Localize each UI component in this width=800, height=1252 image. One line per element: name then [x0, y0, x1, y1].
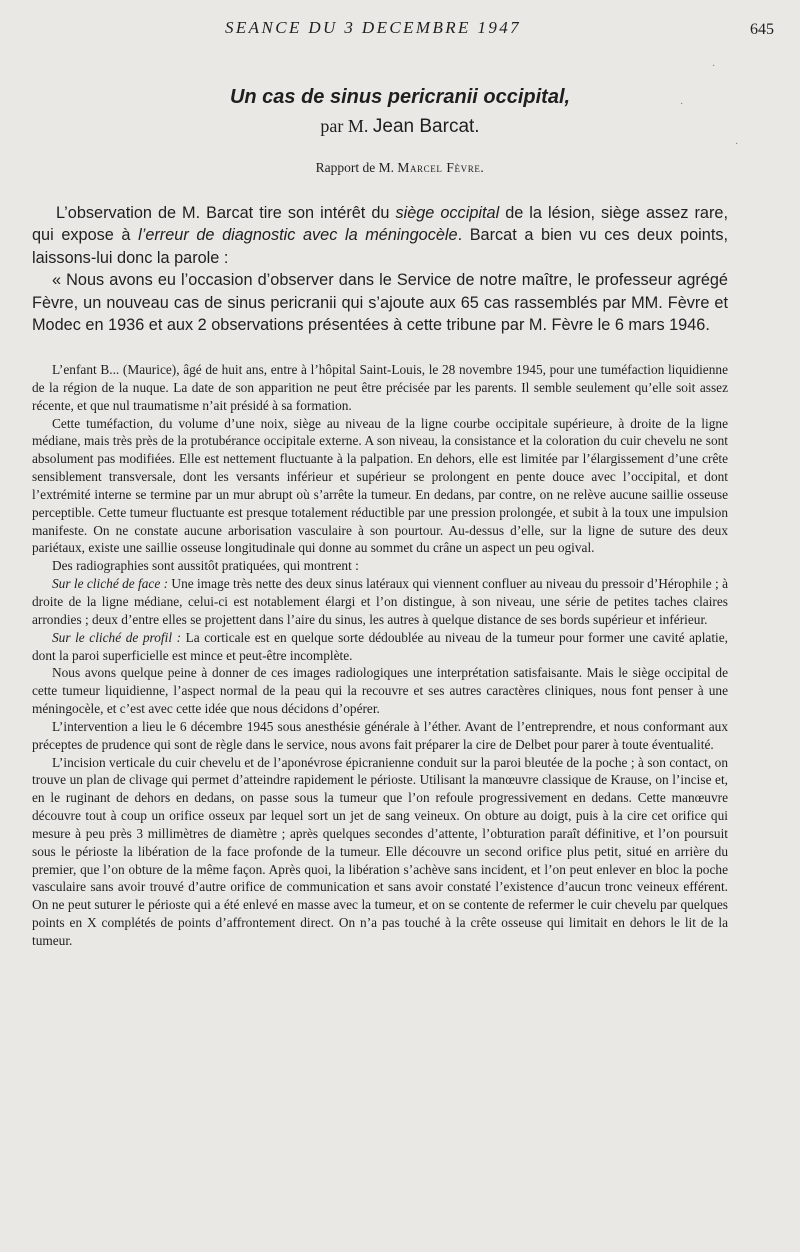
- text-run: L’incision verticale du cuir chevelu et de l’aponévrose épicranienne conduit sur la paroi bleutée de la poche ; à son contact, on trouve un plan de clivage qui permet d’atteindre rapidement le périoste. Utilisant la manœuvre classique de Krause, on l’incise et, en le ruginant de dehors en dedans, on passe sous la tumeur que l’on refoule progressivement en dedans. Cette manœuvre découvre tout à coup un orifice osseux par lequel sort un jet de sang veineux. On obture au doigt, puis à la cire cet orifice qui mesure à peu près 3 millimètres de diamètre ; après quelques secondes d’attente, l’obturation paraît définitive, et l’on poursuit sous le périoste la libération de la face profonde de la tumeur. Elle découvre un second orifice plus petit, situé en arrière du premier, que l’on obture de la même façon. Après quoi, la libération s’achève sans incident, et l’on peut enlever en bloc la poche vasculaire sans avoir trouvé d’autre orifice de communication et sans avoir constaté l’existence d’aucun tronc veineux efférent. On ne peut suturer le périoste qui a été enlevé en masse avec la tumeur, et on se contente de refermer le cuir chevelu par quelques points en X complétés de points d’affrontement direct. On n’a pas touché à la crête osseuse qui limitait en dehors le lit de la tumeur.: [32, 754, 728, 948]
- running-head-title: SEANCE DU 3 DECEMBRE 1947: [225, 18, 522, 37]
- text-run: L’enfant B... (Maurice), âgé de huit ans, entre à l’hôpital Saint-Louis, le 28 novembre 1945, pour une tuméfaction liquidienne de la région de la nuque. La date de son apparition ne peut être précisée par les parents. Il semble seulement qu’elle soit assez récente, et que nul traumatisme n’ait présidé à sa formation.: [32, 362, 728, 413]
- body-paragraph: [32, 361, 728, 415]
- article-byline: [0, 116, 800, 138]
- italic-phrase: siège occipital: [395, 204, 500, 222]
- text-run: . Barcat a bien vu ces deux points, laissons-lui donc la parole :: [32, 226, 729, 267]
- italic-phrase: Sur le cliché de face :: [52, 576, 169, 592]
- scan-speck: ·: [680, 99, 684, 110]
- report-prefix: Rapport de M.: [315, 160, 394, 175]
- body-paragraph: [32, 415, 728, 558]
- text-run: Cette tuméfaction, du volume d’une noix, siège au niveau de la ligne courbe occipitale supérieure, à droite de la ligne médiane, mais très près de la protubérance occipitale externe. A son niveau, la consistance et la coloration du cuir chevelu ne sont absolument pas modifiées. Elle est nettement fluctuante à la palpation. En dehors, elle est limitée par l’élargissement d’une crête sensiblement transversale, dont les versants inférieur et supérieur se prolongent en pente douce avec l’occipital, et dont l’extrémité interne se termine par un mur abrupt où s’arrête la tumeur. En dedans, par contre, on ne relève aucune saillie osseuse perceptible. Cette tumeur fluctuante est presque totalement réductible par une pression prolongée, et subit à la toux une impulsion manifeste. On ne constate aucune arborisation vasculaire à son pourtour. Au-dessus d’elle, sur la ligne de suture des deux pariétaux, existe une saillie osseuse longitudinale qui donne au sommet du crâne un aspect un peu ogival.: [32, 415, 728, 556]
- text-run: Une image très nette des deux sinus latéraux qui viennent confluer au niveau du pressoir d’Hérophile ; à droite de la ligne médiane, celui-ci est notablement élargi et l’on distingue, à son niveau, une série de petites taches claires arrondies ; deux d’entre elles se projettent dans l’aire du sinus, les autres à quelque distance de ses bords supérieur et inférieur.: [32, 576, 728, 627]
- text-run: « Nous avons eu l’occasion d’observer dans le Service de notre maître, le professeur agrégé Fèvre, un nouveau cas de sinus pericranii qui s’ajoute aux 65 cas rassemblés par MM. Fèvre et Modec en 1936 et aux 2 observations présentées à cette tribune par M. Fèvre le 6 mars 1946.: [32, 271, 728, 335]
- running-head: [0, 18, 800, 42]
- body-paragraph: [32, 557, 728, 575]
- introduction: [32, 202, 728, 336]
- italic-phrase: Sur le cliché de profil :: [52, 629, 182, 645]
- body-paragraph: [32, 664, 728, 718]
- body-paragraph: [32, 575, 728, 629]
- italic-phrase: l’erreur de diagnostic avec la méningocèle: [138, 226, 458, 245]
- page-number: 645: [750, 21, 774, 38]
- text-run: Nous avons quelque peine à donner de ces images radiologiques une interprétation satisfaisante. Mais le siège occipital de cette tumeur liquidienne, l’aspect normal de la peau qui la recouvre et ses autres caractères cliniques, nous font penser à une méningocèle, et c’est avec cette idée que nous décidons d’opérer.: [32, 665, 728, 717]
- reporter-name: Marcel Fèvre.: [397, 160, 485, 175]
- body-paragraph: [32, 718, 728, 754]
- intro-paragraph: [32, 202, 728, 269]
- text-run: de la lésion, siège assez rare, qui expose à: [32, 204, 728, 245]
- case-report-body: [32, 361, 728, 950]
- scan-speck: ·: [712, 61, 716, 72]
- text-run: L’observation de M. Barcat tire son intérêt du: [56, 204, 396, 222]
- body-paragraph: [32, 754, 728, 950]
- text-run: La corticale est en quelque sorte dédoublée au niveau de la tumeur pour former une cavité aplatie, dont la paroi superficielle est mince et peut-être incomplète.: [32, 629, 729, 663]
- intro-paragraph: [32, 269, 728, 336]
- byline-prefix: par M.: [320, 116, 369, 136]
- text-run: Des radiographies sont aussitôt pratiquées, qui montrent :: [52, 558, 359, 574]
- article-title: Un cas de sinus pericranii occipital,: [229, 86, 571, 108]
- report-line: [0, 160, 800, 176]
- text-run: L’intervention a lieu le 6 décembre 1945 sous anesthésie générale à l’éther. Avant de l’entreprendre, et nous conformant aux préceptes de prudence qui sont de règle dans le service, nous avons fait préparer la cire de Delbet pour parer à toute éventualité.: [32, 718, 728, 752]
- author-name: Jean Barcat.: [372, 116, 480, 137]
- body-paragraph: [32, 629, 728, 665]
- scan-speck: ·: [735, 139, 739, 150]
